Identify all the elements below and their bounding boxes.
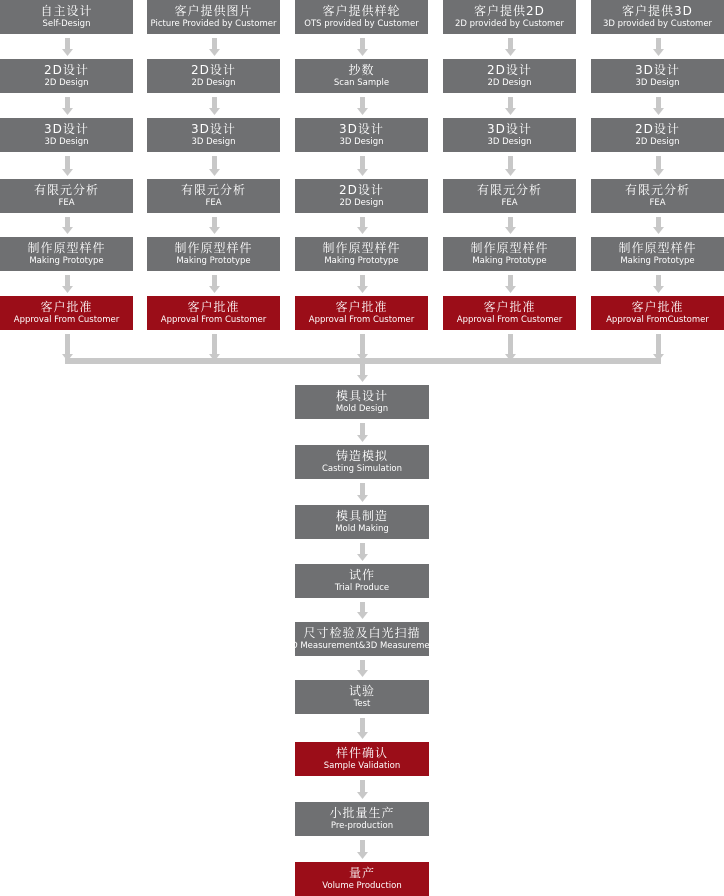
column-2-step-5 xyxy=(147,237,280,271)
main-step-2 xyxy=(295,445,429,479)
arrow-down-icon xyxy=(209,227,220,234)
step-title-en: 3D Design xyxy=(339,136,384,147)
connector-line xyxy=(360,275,365,286)
connector-line xyxy=(508,217,513,227)
step-title-zh: 3D设计 xyxy=(44,121,89,136)
arrow-down-icon xyxy=(62,286,73,293)
step-title-en: Making Prototype xyxy=(324,255,399,266)
connector-line xyxy=(360,38,365,49)
step-title-zh: 制作原型样件 xyxy=(27,240,106,255)
main-step-9 xyxy=(295,862,429,896)
column-4-step-4 xyxy=(443,179,576,213)
step-title-en: 2D Design xyxy=(339,197,384,208)
step-title-zh: 客户提供样轮 xyxy=(322,3,401,18)
step-title-zh: 有限元分析 xyxy=(624,182,690,197)
connector-line xyxy=(65,275,70,286)
step-title-en: 2D Design xyxy=(191,77,236,88)
column-3-step-6 xyxy=(295,296,428,330)
step-title-en: FEA xyxy=(649,197,666,208)
step-title-zh: 模具制造 xyxy=(335,508,388,523)
step-title-en: Picture Provided by Customer xyxy=(150,18,277,29)
connector-line xyxy=(360,483,365,495)
main-step-5 xyxy=(285,622,439,656)
arrow-down-icon xyxy=(357,108,368,115)
main-step-6 xyxy=(295,680,429,714)
step-title-en: Self-Design xyxy=(42,18,91,29)
step-title-en: Mold Making xyxy=(335,523,389,534)
arrow-down-icon xyxy=(357,375,368,382)
column-5-step-4 xyxy=(591,179,724,213)
arrow-down-icon xyxy=(505,227,516,234)
column-1-step-1 xyxy=(0,0,133,34)
arrow-down-icon xyxy=(357,435,368,442)
main-step-8 xyxy=(295,802,429,836)
step-title-zh: 3D设计 xyxy=(339,121,384,136)
step-title-zh: 2D设计 xyxy=(635,121,680,136)
arrow-down-icon xyxy=(357,732,368,739)
step-title-zh: 制作原型样件 xyxy=(322,240,401,255)
arrow-down-icon xyxy=(357,792,368,799)
arrow-down-icon xyxy=(653,169,664,176)
arrow-down-icon xyxy=(505,286,516,293)
column-3-step-2 xyxy=(295,59,428,93)
step-title-en: Trial Produce xyxy=(334,582,390,593)
arrow-down-icon xyxy=(357,286,368,293)
connector-line xyxy=(360,660,365,670)
arrow-down-icon xyxy=(357,495,368,502)
column-3-step-3 xyxy=(295,118,428,152)
connector-line xyxy=(360,364,365,375)
column-2-step-4 xyxy=(147,179,280,213)
step-title-en: FEA xyxy=(501,197,518,208)
step-title-en: Scan Sample xyxy=(333,77,390,88)
step-title-en: 2D Design xyxy=(635,136,680,147)
arrow-down-icon xyxy=(357,612,368,619)
column-1-step-6 xyxy=(0,296,133,330)
connector-line xyxy=(656,334,661,354)
step-title-zh: 2D设计 xyxy=(487,62,532,77)
column-3-step-5 xyxy=(295,237,428,271)
connector-line xyxy=(360,423,365,435)
step-title-en: 3D Design xyxy=(191,136,236,147)
step-title-zh: 客户提供图片 xyxy=(174,3,253,18)
step-title-zh: 3D设计 xyxy=(635,62,680,77)
step-title-zh: 制作原型样件 xyxy=(174,240,253,255)
step-title-en: FEA xyxy=(205,197,222,208)
step-title-en: Mold Design xyxy=(335,403,389,414)
step-title-en: 3D Design xyxy=(487,136,532,147)
step-title-en: 3D provided by Customer xyxy=(602,18,713,29)
step-title-en: 2D Design xyxy=(44,77,89,88)
step-title-en: Approval From Customer xyxy=(308,314,415,325)
step-title-en: Making Prototype xyxy=(29,255,104,266)
step-title-zh: 3D设计 xyxy=(191,121,236,136)
main-step-7 xyxy=(295,742,429,776)
step-title-en: Casting Simulation xyxy=(321,463,403,474)
connector-line xyxy=(360,602,365,612)
connector-line xyxy=(212,334,217,354)
column-2-step-2 xyxy=(147,59,280,93)
step-title-zh: 铸造模拟 xyxy=(335,448,388,463)
step-title-zh: 客户提供2D xyxy=(474,3,545,18)
arrow-down-icon xyxy=(357,670,368,677)
step-title-zh: 3D设计 xyxy=(487,121,532,136)
connector-line xyxy=(65,38,70,49)
column-5-step-3 xyxy=(591,118,724,152)
step-title-zh: 试作 xyxy=(348,567,375,582)
connector-line xyxy=(65,97,70,108)
column-4-step-6 xyxy=(443,296,576,330)
column-5-step-1 xyxy=(591,0,724,34)
connector-line xyxy=(65,217,70,227)
connector-line xyxy=(508,275,513,286)
column-1-step-3 xyxy=(0,118,133,152)
merge-bar xyxy=(65,358,661,364)
connector-line xyxy=(508,334,513,354)
step-title-en: Making Prototype xyxy=(620,255,695,266)
arrow-down-icon xyxy=(62,49,73,56)
connector-line xyxy=(656,156,661,169)
column-4-step-2 xyxy=(443,59,576,93)
step-title-zh: 小批量生产 xyxy=(329,805,395,820)
step-title-zh: 客户批准 xyxy=(335,299,388,314)
connector-line xyxy=(212,38,217,49)
column-4-step-3 xyxy=(443,118,576,152)
step-title-en: 2D Measurement&3D Measurement xyxy=(285,640,439,651)
connector-line xyxy=(360,217,365,227)
connector-line xyxy=(360,543,365,554)
column-4-step-5 xyxy=(443,237,576,271)
main-step-1 xyxy=(295,385,429,419)
step-title-zh: 客户批准 xyxy=(187,299,240,314)
connector-line xyxy=(360,718,365,732)
connector-line xyxy=(212,97,217,108)
arrow-down-icon xyxy=(62,169,73,176)
step-title-en: 3D Design xyxy=(44,136,89,147)
step-title-zh: 有限元分析 xyxy=(476,182,542,197)
arrow-down-icon xyxy=(505,49,516,56)
main-step-3 xyxy=(295,505,429,539)
connector-line xyxy=(508,38,513,49)
step-title-en: Approval From Customer xyxy=(160,314,267,325)
step-title-zh: 2D设计 xyxy=(339,182,384,197)
step-title-zh: 模具设计 xyxy=(335,388,388,403)
connector-line xyxy=(212,156,217,169)
connector-line xyxy=(656,97,661,108)
connector-line xyxy=(508,97,513,108)
step-title-zh: 客户批准 xyxy=(483,299,536,314)
step-title-en: 3D Design xyxy=(635,77,680,88)
arrow-down-icon xyxy=(505,108,516,115)
arrow-down-icon xyxy=(209,169,220,176)
connector-line xyxy=(65,334,70,354)
step-title-en: Pre-production xyxy=(330,820,394,831)
step-title-zh: 2D设计 xyxy=(44,62,89,77)
step-title-zh: 自主设计 xyxy=(40,3,93,18)
step-title-en: Test xyxy=(353,698,371,709)
connector-line xyxy=(212,217,217,227)
column-1-step-2 xyxy=(0,59,133,93)
column-5-step-6 xyxy=(591,296,724,330)
arrow-down-icon xyxy=(62,108,73,115)
column-2-step-6 xyxy=(147,296,280,330)
column-3-step-4 xyxy=(295,179,428,213)
arrow-down-icon xyxy=(209,108,220,115)
step-title-en: 2D Design xyxy=(487,77,532,88)
step-title-en: Making Prototype xyxy=(176,255,251,266)
arrow-down-icon xyxy=(505,169,516,176)
column-3-step-1 xyxy=(295,0,428,34)
arrow-down-icon xyxy=(653,286,664,293)
arrow-down-icon xyxy=(357,852,368,859)
step-title-zh: 客户批准 xyxy=(631,299,684,314)
step-title-zh: 客户提供3D xyxy=(622,3,693,18)
step-title-en: Making Prototype xyxy=(472,255,547,266)
arrow-down-icon xyxy=(357,49,368,56)
step-title-zh: 抄数 xyxy=(348,62,375,77)
step-title-zh: 有限元分析 xyxy=(33,182,99,197)
step-title-zh: 制作原型样件 xyxy=(618,240,697,255)
column-5-step-5 xyxy=(591,237,724,271)
column-2-step-1 xyxy=(147,0,280,34)
step-title-en: 2D provided by Customer xyxy=(454,18,565,29)
main-step-4 xyxy=(295,564,429,598)
arrow-down-icon xyxy=(357,169,368,176)
arrow-down-icon xyxy=(653,227,664,234)
step-title-en: Approval FromCustomer xyxy=(606,314,709,325)
connector-line xyxy=(360,156,365,169)
step-title-zh: 制作原型样件 xyxy=(470,240,549,255)
step-title-en: OTS provided by Customer xyxy=(304,18,419,29)
arrow-down-icon xyxy=(357,554,368,561)
arrow-down-icon xyxy=(62,227,73,234)
connector-line xyxy=(212,275,217,286)
arrow-down-icon xyxy=(209,286,220,293)
arrow-down-icon xyxy=(209,49,220,56)
step-title-zh: 试验 xyxy=(348,683,375,698)
step-title-en: Approval From Customer xyxy=(13,314,120,325)
step-title-en: FEA xyxy=(58,197,75,208)
column-5-step-2 xyxy=(591,59,724,93)
column-2-step-3 xyxy=(147,118,280,152)
connector-line xyxy=(360,334,365,354)
step-title-en: Volume Production xyxy=(322,880,402,891)
arrow-down-icon xyxy=(357,227,368,234)
connector-line xyxy=(65,156,70,169)
connector-line xyxy=(508,156,513,169)
step-title-zh: 有限元分析 xyxy=(180,182,246,197)
arrow-down-icon xyxy=(653,49,664,56)
column-1-step-5 xyxy=(0,237,133,271)
column-1-step-4 xyxy=(0,179,133,213)
arrow-down-icon xyxy=(653,108,664,115)
step-title-zh: 客户批准 xyxy=(40,299,93,314)
connector-line xyxy=(656,217,661,227)
connector-line xyxy=(360,780,365,792)
step-title-en: Approval From Customer xyxy=(456,314,563,325)
connector-line xyxy=(656,38,661,49)
step-title-zh: 样件确认 xyxy=(335,745,388,760)
step-title-zh: 2D设计 xyxy=(191,62,236,77)
step-title-en: Sample Validation xyxy=(323,760,401,771)
connector-line xyxy=(656,275,661,286)
step-title-zh: 量产 xyxy=(348,865,375,880)
step-title-zh: 尺寸检验及白光扫描 xyxy=(303,625,421,640)
connector-line xyxy=(360,97,365,108)
connector-line xyxy=(360,840,365,852)
column-4-step-1 xyxy=(443,0,576,34)
